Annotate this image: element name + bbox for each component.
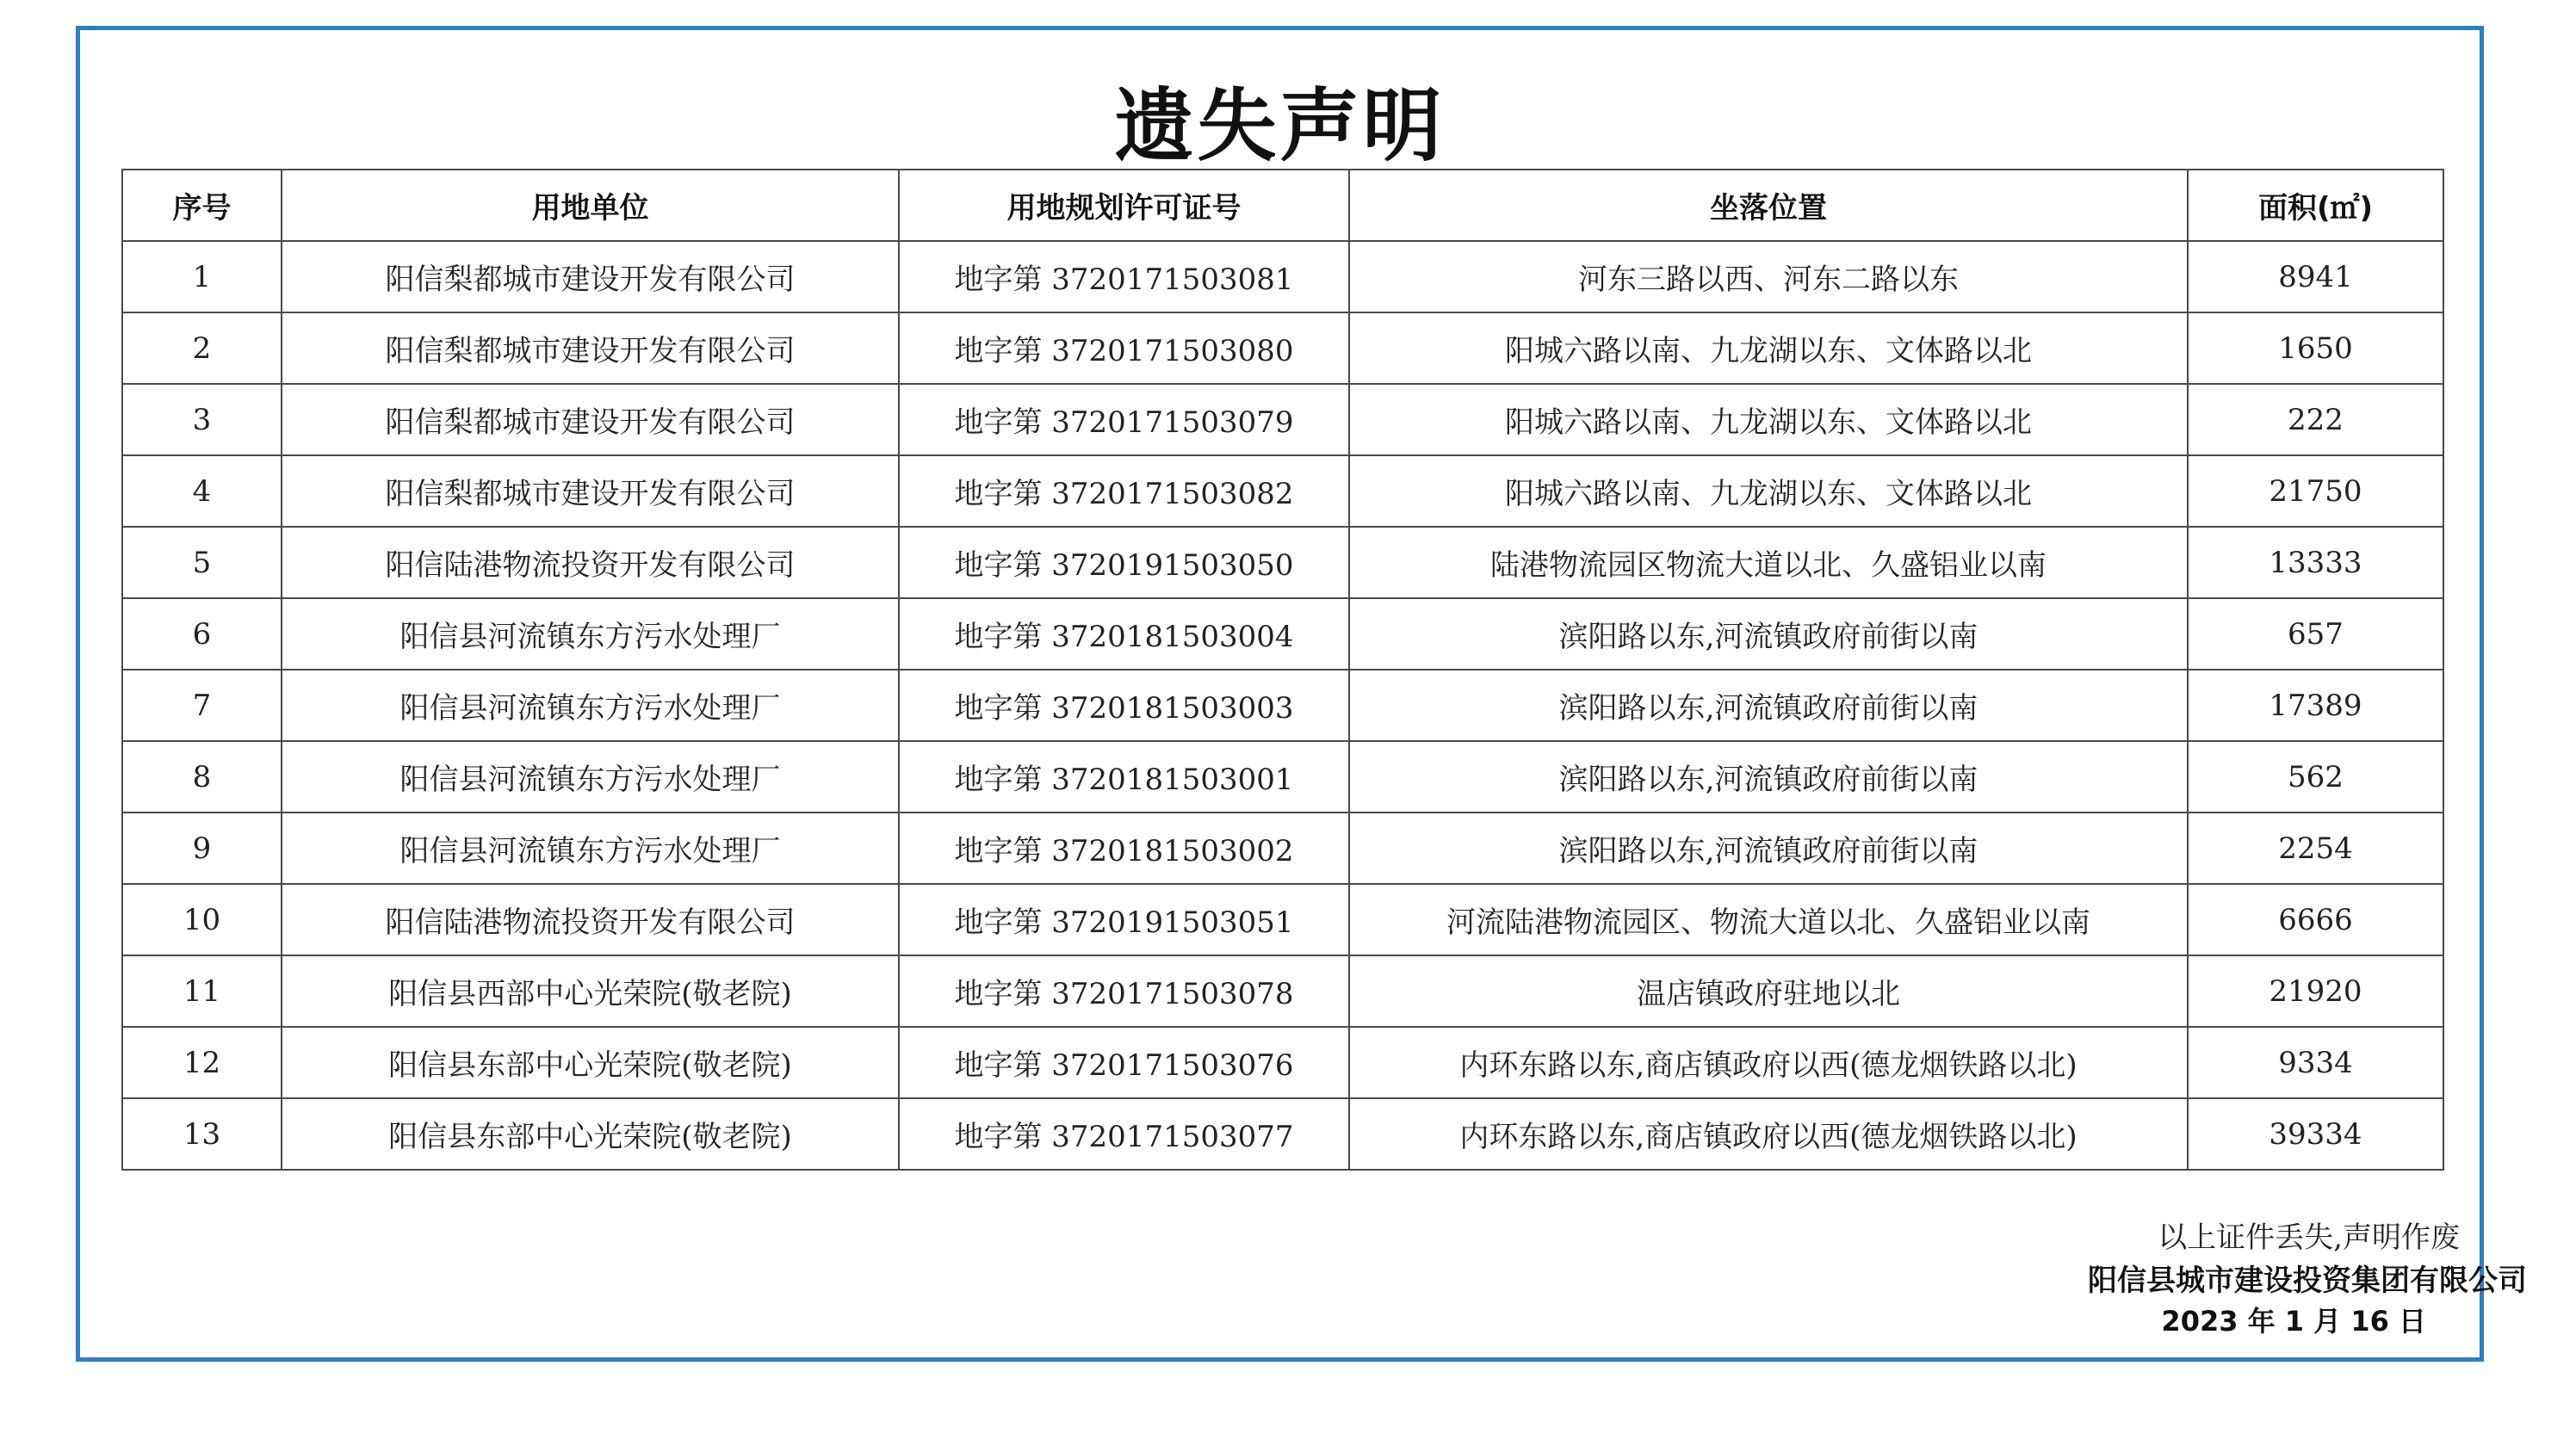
table-row	[122, 241, 2443, 312]
table-row	[122, 813, 2443, 884]
cell-seq: 5	[122, 527, 282, 598]
cell-seq: 1	[122, 241, 282, 312]
cell-area: 21920	[2188, 955, 2443, 1027]
cell-seq: 7	[122, 670, 282, 741]
cell-area: 657	[2188, 598, 2443, 670]
cell-seq: 6	[122, 598, 282, 670]
table-row	[122, 741, 2443, 813]
cell-unit: 阳信梨都城市建设开发有限公司	[282, 384, 899, 455]
cell-permit: 地字第 3720171503076	[899, 1027, 1349, 1098]
cell-area: 1650	[2188, 312, 2443, 384]
cell-location: 内环东路以东,商店镇政府以西(德龙烟铁路以北)	[1349, 1098, 2188, 1170]
header-permit: 用地规划许可证号	[899, 170, 1349, 241]
cell-area: 222	[2188, 384, 2443, 455]
cell-unit: 阳信县西部中心光荣院(敬老院)	[282, 955, 899, 1027]
cell-location: 阳城六路以南、九龙湖以东、文体路以北	[1349, 384, 2188, 455]
cell-location: 阳城六路以南、九龙湖以东、文体路以北	[1349, 455, 2188, 527]
table-row	[122, 384, 2443, 455]
cell-unit: 阳信县河流镇东方污水处理厂	[282, 741, 899, 813]
cell-unit: 阳信县河流镇东方污水处理厂	[282, 670, 899, 741]
cell-seq: 11	[122, 955, 282, 1027]
cell-unit: 阳信县河流镇东方污水处理厂	[282, 813, 899, 884]
table-row	[122, 955, 2443, 1027]
cell-location: 滨阳路以东,河流镇政府前街以南	[1349, 741, 2188, 813]
cell-seq: 13	[122, 1098, 282, 1170]
table-row	[122, 527, 2443, 598]
cell-unit: 阳信梨都城市建设开发有限公司	[282, 455, 899, 527]
cell-area: 13333	[2188, 527, 2443, 598]
cell-permit: 地字第 3720171503080	[899, 312, 1349, 384]
cell-unit: 阳信陆港物流投资开发有限公司	[282, 884, 899, 955]
cell-location: 河东三路以西、河东二路以东	[1349, 241, 2188, 312]
issue-date: 2023 年 1 月 16 日	[2161, 1305, 2426, 1338]
cell-unit: 阳信梨都城市建设开发有限公司	[282, 312, 899, 384]
cell-seq: 3	[122, 384, 282, 455]
cell-location: 内环东路以东,商店镇政府以西(德龙烟铁路以北)	[1349, 1027, 2188, 1098]
issuer-name: 阳信县城市建设投资集团有限公司	[2088, 1264, 2527, 1298]
cell-permit: 地字第 3720181503003	[899, 670, 1349, 741]
cell-location: 滨阳路以东,河流镇政府前街以南	[1349, 598, 2188, 670]
cell-permit: 地字第 3720171503081	[899, 241, 1349, 312]
table-row	[122, 1027, 2443, 1098]
cell-area: 8941	[2188, 241, 2443, 312]
cell-location: 陆港物流园区物流大道以北、久盛铝业以南	[1349, 527, 2188, 598]
table-row	[122, 455, 2443, 527]
cell-area: 562	[2188, 741, 2443, 813]
cell-area: 6666	[2188, 884, 2443, 955]
cell-area: 39334	[2188, 1098, 2443, 1170]
cell-seq: 9	[122, 813, 282, 884]
cell-seq: 10	[122, 884, 282, 955]
cell-location: 阳城六路以南、九龙湖以东、文体路以北	[1349, 312, 2188, 384]
cell-seq: 8	[122, 741, 282, 813]
cell-unit: 阳信县河流镇东方污水处理厂	[282, 598, 899, 670]
table-row	[122, 670, 2443, 741]
cell-unit: 阳信陆港物流投资开发有限公司	[282, 527, 899, 598]
footer-note: 以上证件丢失,声明作废	[2158, 1220, 2460, 1255]
cell-unit: 阳信县东部中心光荣院(敬老院)	[282, 1027, 899, 1098]
cell-permit: 地字第 3720181503004	[899, 598, 1349, 670]
cell-location: 温店镇政府驻地以北	[1349, 955, 2188, 1027]
header-area: 面积(㎡)	[2188, 170, 2443, 241]
header-seq: 序号	[122, 170, 282, 241]
table-row	[122, 312, 2443, 384]
cell-seq: 12	[122, 1027, 282, 1098]
table-header-row	[122, 170, 2443, 241]
cell-location: 滨阳路以东,河流镇政府前街以南	[1349, 813, 2188, 884]
table-row	[122, 1098, 2443, 1170]
cell-permit: 地字第 3720191503051	[899, 884, 1349, 955]
page-title: 遗失声明	[1114, 79, 1446, 172]
cell-area: 21750	[2188, 455, 2443, 527]
cell-unit: 阳信县东部中心光荣院(敬老院)	[282, 1098, 899, 1170]
cell-seq: 2	[122, 312, 282, 384]
cell-area: 9334	[2188, 1027, 2443, 1098]
cell-permit: 地字第 3720181503002	[899, 813, 1349, 884]
table-row	[122, 598, 2443, 670]
cell-seq: 4	[122, 455, 282, 527]
cell-permit: 地字第 3720171503079	[899, 384, 1349, 455]
cell-area: 17389	[2188, 670, 2443, 741]
cell-permit: 地字第 3720171503077	[899, 1098, 1349, 1170]
lost-permits-table	[121, 169, 2444, 1171]
header-unit: 用地单位	[282, 170, 899, 241]
cell-unit: 阳信梨都城市建设开发有限公司	[282, 241, 899, 312]
cell-permit: 地字第 3720171503078	[899, 955, 1349, 1027]
table-row	[122, 884, 2443, 955]
cell-location: 河流陆港物流园区、物流大道以北、久盛铝业以南	[1349, 884, 2188, 955]
cell-area: 2254	[2188, 813, 2443, 884]
cell-permit: 地字第 3720191503050	[899, 527, 1349, 598]
cell-permit: 地字第 3720171503082	[899, 455, 1349, 527]
cell-permit: 地字第 3720181503001	[899, 741, 1349, 813]
header-location: 坐落位置	[1349, 170, 2188, 241]
cell-location: 滨阳路以东,河流镇政府前街以南	[1349, 670, 2188, 741]
